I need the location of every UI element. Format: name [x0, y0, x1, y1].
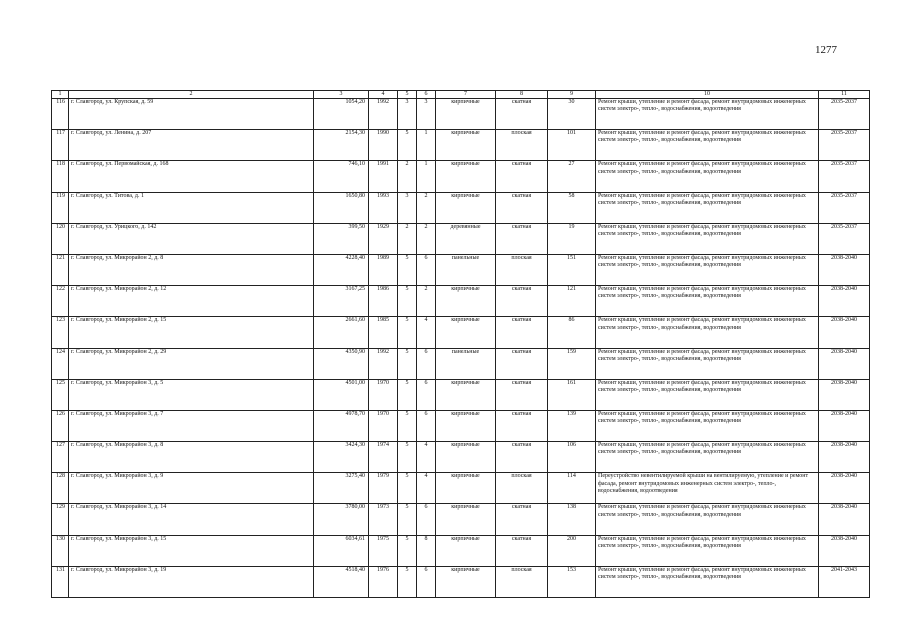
wall-material-cell: панельные [436, 254, 496, 285]
entrances-cell: 6 [417, 348, 436, 379]
apartments-count-cell: 159 [548, 348, 596, 379]
header-cell: 6 [417, 91, 436, 99]
total-area-cell: 3424,30 [314, 442, 369, 473]
repair-works-cell: Ремонт крыши, утепление и ремонт фасада, ремонт внутридомовых инженерных систем электро-, тепло-, водоснабжения, водоотведения [596, 504, 819, 535]
repair-works-cell: Ремонт крыши, утепление и ремонт фасада, ремонт внутридомовых инженерных систем электро-, тепло-, водоснабжения, водоотведения [596, 442, 819, 473]
total-area-cell: 4501,00 [314, 379, 369, 410]
roof-type-cell: скатная [496, 379, 548, 410]
row-number-cell: 126 [52, 410, 69, 441]
entrances-cell: 1 [417, 130, 436, 161]
column-number-header [52, 91, 870, 99]
table-row [52, 566, 870, 597]
floors-cell: 5 [398, 442, 417, 473]
wall-material-cell: кирпичные [436, 317, 496, 348]
repair-period-cell: 2038-2040 [819, 254, 870, 285]
total-area-cell: 746,10 [314, 161, 369, 192]
build-year-cell: 1986 [369, 286, 398, 317]
floors-cell: 5 [398, 504, 417, 535]
apartments-count-cell: 200 [548, 535, 596, 566]
floors-cell: 2 [398, 223, 417, 254]
repair-period-cell: 2035-2037 [819, 161, 870, 192]
header-cell: 11 [819, 91, 870, 99]
repair-period-cell: 2035-2037 [819, 223, 870, 254]
entrances-cell: 6 [417, 566, 436, 597]
address-cell: г. Славгород, ул. Микрорайон 2, д. 15 [69, 317, 314, 348]
table-row [52, 192, 870, 223]
total-area-cell: 4228,40 [314, 254, 369, 285]
roof-type-cell: скатная [496, 442, 548, 473]
row-number-cell: 120 [52, 223, 69, 254]
build-year-cell: 1990 [369, 130, 398, 161]
apartments-count-cell: 121 [548, 286, 596, 317]
wall-material-cell: кирпичные [436, 130, 496, 161]
roof-type-cell: скатная [496, 317, 548, 348]
roof-type-cell: скатная [496, 161, 548, 192]
total-area-cell: 1650,80 [314, 192, 369, 223]
table-row [52, 161, 870, 192]
floors-cell: 5 [398, 379, 417, 410]
repair-works-cell: Ремонт крыши, утепление и ремонт фасада, ремонт внутридомовых инженерных систем электро-, тепло-, водоснабжения, водоотведения [596, 99, 819, 130]
build-year-cell: 1993 [369, 192, 398, 223]
roof-type-cell: скатная [496, 535, 548, 566]
repair-period-cell: 2035-2037 [819, 99, 870, 130]
floors-cell: 5 [398, 130, 417, 161]
row-number-cell: 121 [52, 254, 69, 285]
total-area-cell: 3275,40 [314, 473, 369, 504]
wall-material-cell: кирпичные [436, 286, 496, 317]
address-cell: г. Славгород, ул. Урицкого, д. 142 [69, 223, 314, 254]
address-cell: г. Славгород, ул. Микрорайон 3, д. 8 [69, 442, 314, 473]
floors-cell: 3 [398, 192, 417, 223]
roof-type-cell: скатная [496, 504, 548, 535]
build-year-cell: 1976 [369, 566, 398, 597]
table-row [52, 504, 870, 535]
page-number: 1277 [815, 44, 837, 56]
apartments-count-cell: 27 [548, 161, 596, 192]
build-year-cell: 1992 [369, 99, 398, 130]
floors-cell: 5 [398, 566, 417, 597]
entrances-cell: 4 [417, 473, 436, 504]
row-number-cell: 125 [52, 379, 69, 410]
repair-period-cell: 2038-2040 [819, 535, 870, 566]
roof-type-cell: скатная [496, 348, 548, 379]
row-number-cell: 118 [52, 161, 69, 192]
row-number-cell: 116 [52, 99, 69, 130]
build-year-cell: 1970 [369, 410, 398, 441]
repair-works-cell: Ремонт крыши, утепление и ремонт фасада, ремонт внутридомовых инженерных систем электро-, тепло-, водоснабжения, водоотведения [596, 254, 819, 285]
address-cell: г. Славгород, ул. Микрорайон 2, д. 29 [69, 348, 314, 379]
table-row [52, 130, 870, 161]
build-year-cell: 1970 [369, 379, 398, 410]
floors-cell: 3 [398, 99, 417, 130]
floors-cell: 2 [398, 161, 417, 192]
total-area-cell: 4350,90 [314, 348, 369, 379]
header-cell: 5 [398, 91, 417, 99]
roof-type-cell: скатная [496, 410, 548, 441]
wall-material-cell: кирпичные [436, 99, 496, 130]
roof-type-cell: плоская [496, 130, 548, 161]
total-area-cell: 4978,70 [314, 410, 369, 441]
floors-cell: 5 [398, 286, 417, 317]
table-row [52, 286, 870, 317]
repair-period-cell: 2041-2043 [819, 566, 870, 597]
header-cell: 1 [52, 91, 69, 99]
table-row [52, 535, 870, 566]
wall-material-cell: кирпичные [436, 379, 496, 410]
repair-period-cell: 2038-2040 [819, 348, 870, 379]
roof-type-cell: скатная [496, 192, 548, 223]
entrances-cell: 6 [417, 504, 436, 535]
housing-repair-table [51, 90, 870, 598]
entrances-cell: 4 [417, 317, 436, 348]
build-year-cell: 1974 [369, 442, 398, 473]
repair-period-cell: 2035-2037 [819, 192, 870, 223]
total-area-cell: 1054,20 [314, 99, 369, 130]
total-area-cell: 3780,00 [314, 504, 369, 535]
apartments-count-cell: 161 [548, 379, 596, 410]
repair-period-cell: 2038-2040 [819, 286, 870, 317]
repair-works-cell: Ремонт крыши, утепление и ремонт фасада, ремонт внутридомовых инженерных систем электро-, тепло-, водоснабжения, водоотведения [596, 566, 819, 597]
address-cell: г. Славгород, ул. Микрорайон 2, д. 8 [69, 254, 314, 285]
floors-cell: 5 [398, 254, 417, 285]
row-number-cell: 127 [52, 442, 69, 473]
address-cell: г. Славгород, ул. Микрорайон 3, д. 9 [69, 473, 314, 504]
repair-period-cell: 2038-2040 [819, 379, 870, 410]
address-cell: г. Славгород, ул. Микрорайон 3, д. 5 [69, 379, 314, 410]
apartments-count-cell: 58 [548, 192, 596, 223]
roof-type-cell: скатная [496, 223, 548, 254]
roof-type-cell: плоская [496, 254, 548, 285]
wall-material-cell: кирпичные [436, 410, 496, 441]
repair-period-cell: 2035-2037 [819, 130, 870, 161]
repair-works-cell: Ремонт крыши, утепление и ремонт фасада, ремонт внутридомовых инженерных систем электро-, тепло-, водоснабжения, водоотведения [596, 130, 819, 161]
entrances-cell: 6 [417, 410, 436, 441]
roof-type-cell: скатная [496, 99, 548, 130]
apartments-count-cell: 19 [548, 223, 596, 254]
build-year-cell: 1973 [369, 504, 398, 535]
header-cell: 10 [596, 91, 819, 99]
repair-works-cell: Ремонт крыши, утепление и ремонт фасада, ремонт внутридомовых инженерных систем электро-, тепло-, водоснабжения, водоотведения [596, 161, 819, 192]
header-cell: 4 [369, 91, 398, 99]
repair-period-cell: 2038-2040 [819, 473, 870, 504]
table-row [52, 317, 870, 348]
table-row [52, 410, 870, 441]
apartments-count-cell: 101 [548, 130, 596, 161]
row-number-cell: 119 [52, 192, 69, 223]
floors-cell: 5 [398, 317, 417, 348]
entrances-cell: 4 [417, 442, 436, 473]
wall-material-cell: кирпичные [436, 504, 496, 535]
address-cell: г. Славгород, ул. Микрорайон 3, д. 19 [69, 566, 314, 597]
repair-works-cell: Ремонт крыши, утепление и ремонт фасада, ремонт внутридомовых инженерных систем электро-, тепло-, водоснабжения, водоотведения [596, 223, 819, 254]
row-number-cell: 123 [52, 317, 69, 348]
apartments-count-cell: 106 [548, 442, 596, 473]
address-cell: г. Славгород, ул. Микрорайон 3, д. 7 [69, 410, 314, 441]
total-area-cell: 3167,25 [314, 286, 369, 317]
header-cell: 2 [69, 91, 314, 99]
wall-material-cell: деревянные [436, 223, 496, 254]
table-row [52, 442, 870, 473]
table-row [52, 254, 870, 285]
header-cell: 3 [314, 91, 369, 99]
build-year-cell: 1979 [369, 473, 398, 504]
total-area-cell: 2661,60 [314, 317, 369, 348]
row-number-cell: 122 [52, 286, 69, 317]
address-cell: г. Славгород, ул. Титова, д. 1 [69, 192, 314, 223]
address-cell: г. Славгород, ул. Первомайская, д. 168 [69, 161, 314, 192]
apartments-count-cell: 151 [548, 254, 596, 285]
build-year-cell: 1991 [369, 161, 398, 192]
table-row [52, 348, 870, 379]
entrances-cell: 6 [417, 379, 436, 410]
row-number-cell: 128 [52, 473, 69, 504]
total-area-cell: 399,50 [314, 223, 369, 254]
table-row [52, 223, 870, 254]
repair-works-cell: Ремонт крыши, утепление и ремонт фасада, ремонт внутридомовых инженерных систем электро-, тепло-, водоснабжения, водоотведения [596, 535, 819, 566]
table-row [52, 99, 870, 130]
floors-cell: 5 [398, 410, 417, 441]
apartments-count-cell: 114 [548, 473, 596, 504]
apartments-count-cell: 139 [548, 410, 596, 441]
wall-material-cell: кирпичные [436, 566, 496, 597]
apartments-count-cell: 30 [548, 99, 596, 130]
entrances-cell: 8 [417, 535, 436, 566]
header-cell: 9 [548, 91, 596, 99]
build-year-cell: 1985 [369, 317, 398, 348]
address-cell: г. Славгород, ул. Ленина, д. 207 [69, 130, 314, 161]
repair-works-cell: Ремонт крыши, утепление и ремонт фасада, ремонт внутридомовых инженерных систем электро-, тепло-, водоснабжения, водоотведения [596, 317, 819, 348]
row-number-cell: 117 [52, 130, 69, 161]
address-cell: г. Славгород, ул. Микрорайон 3, д. 15 [69, 535, 314, 566]
repair-works-cell: Ремонт крыши, утепление и ремонт фасада, ремонт внутридомовых инженерных систем электро-, тепло-, водоснабжения, водоотведения [596, 348, 819, 379]
repair-period-cell: 2038-2040 [819, 504, 870, 535]
roof-type-cell: плоская [496, 473, 548, 504]
apartments-count-cell: 86 [548, 317, 596, 348]
address-cell: г. Славгород, ул. Крупская, д. 59 [69, 99, 314, 130]
build-year-cell: 1975 [369, 535, 398, 566]
floors-cell: 5 [398, 348, 417, 379]
repair-period-cell: 2038-2040 [819, 317, 870, 348]
wall-material-cell: кирпичные [436, 442, 496, 473]
build-year-cell: 1929 [369, 223, 398, 254]
row-number-cell: 131 [52, 566, 69, 597]
entrances-cell: 2 [417, 223, 436, 254]
total-area-cell: 6034,61 [314, 535, 369, 566]
floors-cell: 5 [398, 535, 417, 566]
apartments-count-cell: 153 [548, 566, 596, 597]
repair-works-cell: Ремонт крыши, утепление и ремонт фасада, ремонт внутридомовых инженерных систем электро-, тепло-, водоснабжения, водоотведения [596, 379, 819, 410]
entrances-cell: 6 [417, 254, 436, 285]
entrances-cell: 3 [417, 99, 436, 130]
roof-type-cell: скатная [496, 286, 548, 317]
address-cell: г. Славгород, ул. Микрорайон 2, д. 12 [69, 286, 314, 317]
address-cell: г. Славгород, ул. Микрорайон 3, д. 14 [69, 504, 314, 535]
apartments-count-cell: 138 [548, 504, 596, 535]
repair-works-cell: Ремонт крыши, утепление и ремонт фасада, ремонт внутридомовых инженерных систем электро-, тепло-, водоснабжения, водоотведения [596, 410, 819, 441]
floors-cell: 5 [398, 473, 417, 504]
wall-material-cell: кирпичные [436, 535, 496, 566]
table-row [52, 379, 870, 410]
wall-material-cell: кирпичные [436, 473, 496, 504]
wall-material-cell: кирпичные [436, 161, 496, 192]
build-year-cell: 1992 [369, 348, 398, 379]
build-year-cell: 1989 [369, 254, 398, 285]
repair-works-cell: Ремонт крыши, утепление и ремонт фасада, ремонт внутридомовых инженерных систем электро-, тепло-, водоснабжения, водоотведения [596, 286, 819, 317]
row-number-cell: 124 [52, 348, 69, 379]
total-area-cell: 2154,30 [314, 130, 369, 161]
repair-period-cell: 2038-2040 [819, 442, 870, 473]
entrances-cell: 2 [417, 286, 436, 317]
repair-works-cell: Переустройство невентилируемой крыши на вентилируемую, утепление и ремонт фасада, ремонт внутридомовых инженерных систем электро-, тепло-, водоснабжения, водоотведения [596, 473, 819, 504]
roof-type-cell: плоская [496, 566, 548, 597]
table-row [52, 473, 870, 504]
header-cell: 8 [496, 91, 548, 99]
repair-period-cell: 2038-2040 [819, 410, 870, 441]
total-area-cell: 4518,40 [314, 566, 369, 597]
header-cell: 7 [436, 91, 496, 99]
row-number-cell: 130 [52, 535, 69, 566]
entrances-cell: 1 [417, 161, 436, 192]
entrances-cell: 2 [417, 192, 436, 223]
wall-material-cell: кирпичные [436, 192, 496, 223]
row-number-cell: 129 [52, 504, 69, 535]
wall-material-cell: панельные [436, 348, 496, 379]
repair-works-cell: Ремонт крыши, утепление и ремонт фасада, ремонт внутридомовых инженерных систем электро-, тепло-, водоснабжения, водоотведения [596, 192, 819, 223]
